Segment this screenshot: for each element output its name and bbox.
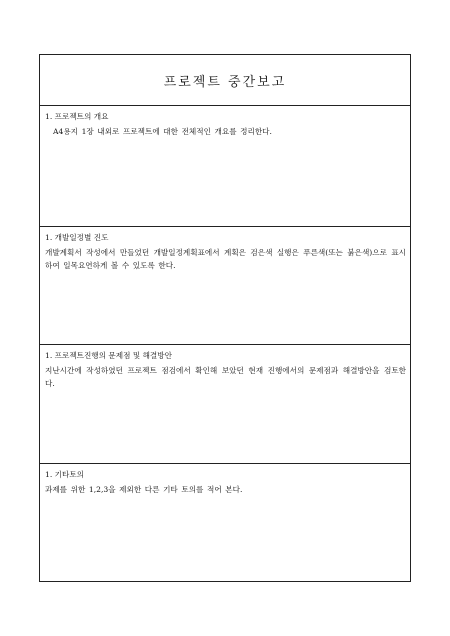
- title-row: [40, 55, 410, 106]
- section-heading: 1. 프로젝트의 개요: [45, 112, 109, 121]
- section-issues-solutions: [40, 345, 410, 464]
- section-other-discussion: [40, 464, 410, 581]
- section-heading: 1. 프로젝트진행의 문제점 및 해결방안: [45, 351, 172, 360]
- section-heading: 1. 개발일정별 진도: [45, 233, 109, 242]
- report-form: [39, 54, 411, 582]
- section-body: 과제를 위한 1,2,3을 제외한 다른 기타 토의를 적어 본다.: [45, 485, 243, 494]
- section-schedule-progress: [40, 227, 410, 345]
- section-body: 개발계획서 작성에서 만들었던 개발일정계획표에서 계획은 검은색 실행은 푸른색(또는 붉은색)으로 표시하여 일목요연하게 볼 수 있도록 한다.: [45, 248, 406, 270]
- section-heading: 1. 기타토의: [45, 470, 85, 479]
- section-overview: [40, 106, 410, 227]
- section-body: 지난시간에 작성하였던 프로젝트 점검에서 확인해 보았던 현재 진행에서의 문제점과 해결방안을 검토한다.: [45, 366, 406, 388]
- section-body: A4용지 1장 내외로 프로젝트에 대한 전체적인 개요를 정리한다.: [53, 127, 272, 136]
- document-title: 프로젝트 중간보고: [163, 74, 287, 90]
